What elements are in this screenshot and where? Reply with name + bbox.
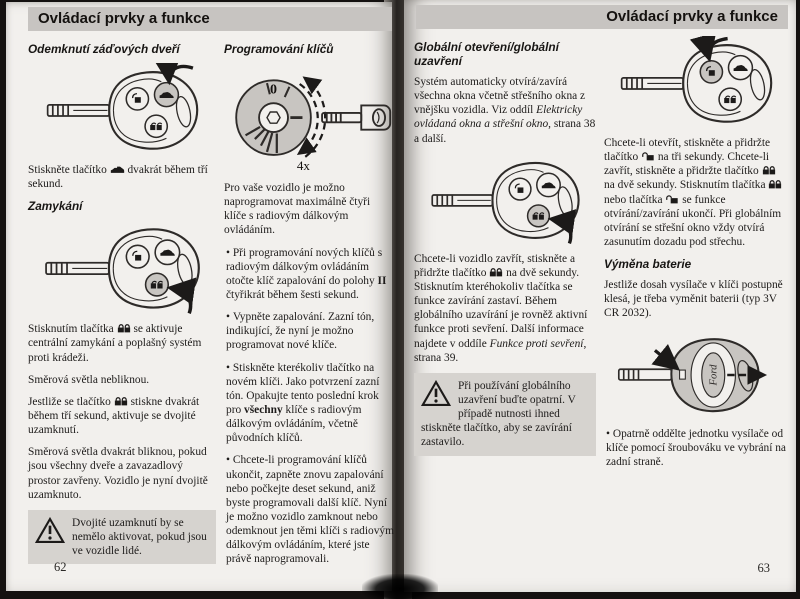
paragraph: Stisknutím tlačítka se aktivuje centrální zamykání a poplašný systém proti krádeži. — [28, 323, 202, 364]
bullet-item: • Při programování nových klíčů s radiovým dálkovým ovládáním otočte klíč zapalování do polohy II čtyřikrát během šesti sekund. — [224, 246, 394, 303]
ignition-turns-label: 4x — [296, 157, 310, 173]
warning-text: Při používání globálního uzavření buďte opatrní. V případě nutnosti ihned stiskněte tlačítko, aby se zavírání zastavilo. — [421, 379, 576, 449]
paragraph: Jestliže se tlačítko stiskne dvakrát během tří sekund, aktivuje se dvojité uzamknutí. — [28, 395, 200, 437]
paragraph: Jestliže dosah vysílače v klíči postupně klesá, je třeba vyměnit baterii (typ 3V CR 2032). — [604, 279, 783, 320]
warning-box-global-closing — [414, 373, 596, 456]
unlock-button-icon — [665, 194, 679, 204]
left-page-column-2 — [224, 38, 394, 575]
paragraph: Chcete-li vozidlo zavřít, stiskněte a přidržte tlačítko na dvě sekundy. Stisknutím kteréhokoliv tlačítka se funkce zavírání zastaví. Během globálního uzavírání je rovněž aktivní funkce proti sevření. Další informace najdete v oddíle Funkce proti sevření, strana 39. — [414, 252, 588, 364]
warning-triangle-icon — [421, 380, 451, 412]
paragraph: Chcete-li otevřít, stiskněte a přidržte tlačítko na tři sekundy. Chcete-li zavřít, stiskněte a přidržte tlačítko na dvě sekundy. Stisknutím tlačítka nebo tlačítka se funkce otvírání/zavírání ukončí. Při globálním otvírání se střešní okno vždy otvírá zasunutím dozadu pod střechu. — [604, 137, 782, 248]
double-lock-button-icon — [117, 323, 131, 333]
ignition-position-zero-label: 0 — [270, 82, 278, 98]
double-lock-button-icon — [489, 267, 503, 277]
bullet-item: • Opatrně oddělte jednotku vysílače od klíče pomocí šroubováku ve vybrání na zadní straně. — [604, 427, 788, 469]
bullet-item: • Vypněte zapalování. Zazní tón, indikující, že nyní je možno programovat nové klíče. — [224, 310, 394, 352]
right-page-column-2 — [604, 36, 788, 477]
keyfob-figure-locking — [30, 220, 214, 316]
left-page-column-1 — [28, 38, 216, 564]
right-page-column-1 — [414, 36, 596, 456]
double-lock-button-icon — [114, 396, 128, 406]
heading-key-programming: Programování klíčů — [224, 42, 334, 56]
heading-locking: Zamykání — [28, 199, 83, 214]
paragraph: Směrová světla nebliknou. — [28, 373, 150, 386]
chapter-header-right: Ovládací prvky a funkce — [416, 5, 788, 29]
unlock-button-icon — [641, 151, 655, 161]
paragraph: Systém automaticky otvírá/zavírá všechna okna včetně střešního okna z vnějšku vozidla. Viz oddíl Elektricky ovládaná okna a střešní okno, strana 38 a další. — [414, 76, 596, 145]
double-lock-button-icon — [762, 165, 776, 175]
page-number-left: 62 — [54, 560, 67, 574]
heading-battery-replacement: Výměna baterie — [604, 257, 692, 272]
warning-triangle-icon — [35, 517, 65, 549]
ignition-switch-figure — [225, 63, 393, 175]
page-number-right: 63 — [757, 561, 770, 575]
ford-logo-text: Ford — [707, 364, 720, 386]
heading-global-open-close: Globální otevření/globální uzavření — [414, 40, 559, 68]
double-lock-button-icon — [768, 179, 782, 189]
car-remote-button-icon — [110, 165, 125, 174]
manual-page-left — [6, 2, 392, 591]
bullet-item: • Stiskněte kterékoliv tlačítko na novém klíči. Jako potvrzení zazní tón. Opakujte tento poslední krok pro všechny klíče s radiovým dálkovým ovládáním, včetně původních klíčů. — [224, 361, 394, 446]
warning-box-double-locking — [28, 510, 216, 564]
paragraph: Směrová světla dvakrát bliknou, pokud jsou všechny dveře a zavazadlový prostor zavřeny. Vozidlo je nyní dvojitě uzamknuto. — [28, 446, 208, 501]
heading-unlock-rear-doors: Odemknutí záďových dveří — [28, 42, 180, 56]
keyfob-figure-unlock-rear — [30, 63, 214, 157]
paragraph: Stiskněte tlačítko dvakrát během tří sekund. — [28, 164, 208, 191]
bullet-item: • Chcete-li programování klíčů ukončit, zapněte znovu zapalování nebo počkejte deset sekund, aniž byste programovali další klíč. Nyní je možno vozidlo zamknout nebo odemknout jen těmi klíči s radiovým dálkovým ovládáním, které jste právě naprogramovali. — [224, 453, 394, 566]
keyfob-figure-global-close — [416, 154, 594, 246]
paragraph: Pro vaše vozidlo je možno naprogramovat maximálně čtyři klíče s radiovým dálkovým ovládáním. — [224, 182, 371, 237]
keyfob-figure-global-open — [606, 36, 786, 130]
key-back-ford-figure — [605, 329, 787, 421]
spine-shadow — [362, 574, 438, 599]
manual-page-right — [404, 0, 796, 592]
chapter-header-left: Ovládací prvky a funkce — [28, 7, 392, 31]
warning-text: Dvojité uzamknutí by se nemělo aktivovat, pokud jsou ve vozidle lidé. — [72, 516, 207, 558]
